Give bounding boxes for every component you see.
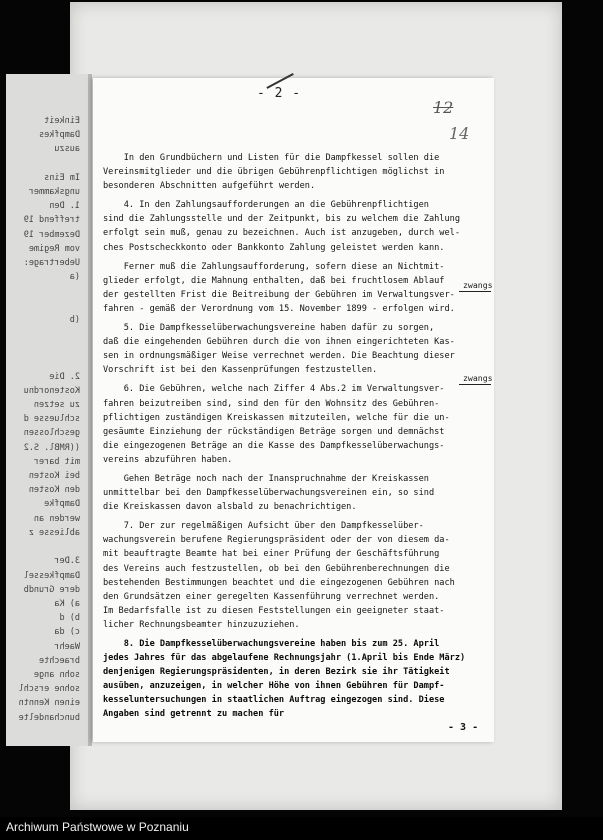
insert-underline xyxy=(459,384,491,385)
underlying-page-mirrored-text: Einkeit Dampfkes auszu Im Eins ungskammer 1. Den treffend 19 Dezember 19 vom Regime Uebertrage: (a (b 2. Die Kostenordnu zu setzen schluesse d geschlossen ((RMBl. S.2 mit barer bei Kosten den Kosten Dampfke werden an abliesse z 3.Der Dampfkessel dere Grundb a) Ka b) d c) da Waehr braechte sohn ange sohne erschl einen Kenntn bunchandelte xyxy=(18,116,80,723)
underlying-page xyxy=(6,74,92,746)
paragraph-4: 4. In den Zahlungsaufforderungen an die Gebührenpflichtigen sind die Zahlungsstelle und der Zeitpunkt, bis zu welchem die Zahlung erfolgt sein muß, genau zu bezeichnen. Auch ist anzugeben, durch wel- ches Postscheckkonto oder Bankkonto Zahlung geleistet werden kann. xyxy=(103,200,460,253)
paragraph-7: 7. Der zur regelmäßigen Aufsicht über den Dampfkesselüber- wachungsverein berufene Regierungspräsident oder der von diesem da- mit beauftragte Beamte hat bei einer Prüfung der Geschäftsführung des Vereins auch festzustellen, ob bei den Gebührenberechnungen die bestehenden Bestimmungen beachtet und die eingezogenen Gebühren nach den Grundsätzen einer geregelten Kassenführung verrechnet werden. Im Bedarfsfalle ist zu diesen Feststellungen ein geeigneter staat- licher Rechnungsbeamter hinzuzuziehen. xyxy=(103,521,455,630)
folio-number: 14 xyxy=(449,124,470,143)
continuation-page-mark: - 3 - xyxy=(448,722,479,733)
paragraph-5: 5. Die Dampfkesselüberwachungsvereine haben dafür zu sorgen, daß die eingehenden Gebühren durch die von ihnen eingerichteten Kas- sen in ordnungsmäßiger Weise verrechnet werden. Die Beachtung dieser Vorschrift ist bei den Kassenprüfungen festzustellen. xyxy=(103,323,455,376)
handwritten-insert-zwangs: zwangs xyxy=(463,280,493,290)
handwritten-insert-zwangs: zwangs xyxy=(463,373,493,383)
folio-number-crossed: 12 xyxy=(433,98,454,117)
insert-underline xyxy=(459,291,491,292)
document-body xyxy=(103,151,489,727)
paragraph-8: 8. Die Dampfkesselüberwachungsvereine haben bis zum 25. April jedes Jahres für das abgelaufene Rechnungsjahr (1.April bis Ende März) denjenigen Regierungspräsidenten, in deren Bezirk sie ihr Tätigkeit ausüben, anzuzeigen, in welcher Höhe von ihnen Gebühren für Dampf- kesseluntersuchungen in staatlichen Auftrag eingezogen sind. Diese Angaben sind getrennt zu machen für xyxy=(103,639,466,720)
archive-name: Archiwum Państwowe w Poznaniu xyxy=(6,820,189,834)
paragraph-6: 6. Die Gebühren, welche nach Ziffer 4 Abs.2 im Verwaltungsver- fahren beizutreiben sind, sind den für den Wohnsitz des Gebühren- pflichtigen zuständigen Kreiskassen mitzuteilen, welche für die un- gesäumte Einziehung der rückständigen Beträge sorgen und demnächst die eingezogenen Beträge an die Kasse des Dampfkesselüberwachungs- vereins abzuführen haben. xyxy=(103,384,450,465)
document-page xyxy=(93,78,494,742)
paragraph-intro: In den Grundbüchern und Listen für die Dampfkessel sollen die Vereinsmitglieder und die übrigen Gebührenpflichtigen möglichst in besonderen Abschnitten aufgeführt werden. xyxy=(103,153,445,192)
page-number-mark: - 2 - xyxy=(257,86,302,101)
paragraph-4-continued: Ferner muß die Zahlungsaufforderung, sofern diese an Nichtmit- glieder erfolgt, die Mahnung enthalten, daß bei fruchtlosem Ablauf der gestellten Frist die Beitreibung der Gebühren im Verwaltungsver- fahren - gemäß der Verordnung vom 15. November 1899 - erfolgen wird. xyxy=(103,261,455,314)
paragraph-6-continued: Gehen Beträge noch nach der Inanspruchnahme der Kreiskassen unmittelbar bei den Dampfkesselüberwachungsvereinen ein, so sind die Kreiskassen davon alsbald zu benachrichtigen. xyxy=(103,473,435,513)
archive-footer xyxy=(0,817,603,840)
